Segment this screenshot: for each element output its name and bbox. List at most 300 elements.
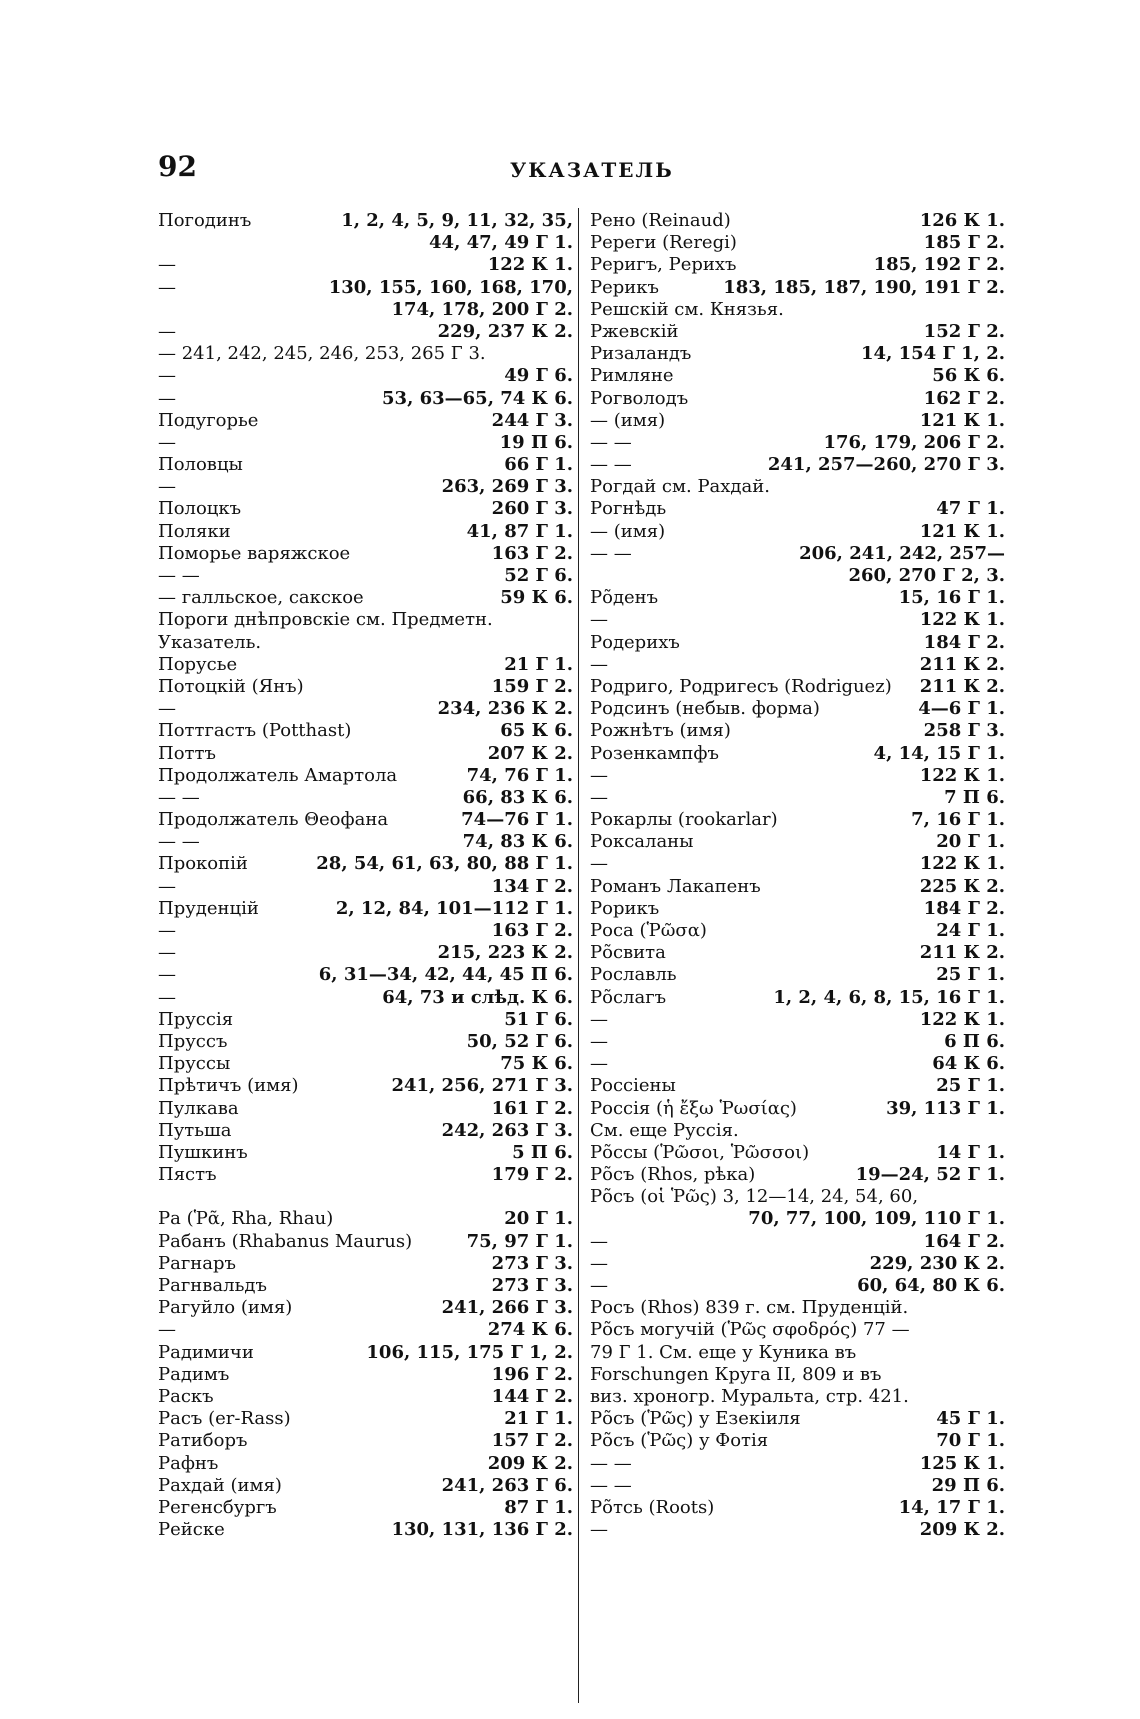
entry-reference: 74, 76 Г 1.	[466, 764, 573, 786]
entry-reference: 263, 269 Г 3.	[441, 476, 573, 498]
index-entry	[590, 809, 1005, 831]
entry-reference: 20 Г 1.	[504, 1208, 573, 1230]
entry-reference: 241, 257—260, 270 Г 3.	[767, 454, 1005, 476]
entry-reference: 241, 266 Г 3.	[441, 1297, 573, 1319]
entry-reference: 273 Г 3.	[491, 1275, 573, 1296]
entry-term: Родерихъ	[590, 631, 680, 653]
entry-reference: 134 Г 2.	[491, 875, 573, 897]
entry-term: —	[158, 365, 176, 387]
entry-reference: 211 К 2.	[919, 675, 1005, 697]
index-entry	[590, 1009, 1005, 1031]
entry-reference: 209 К 2.	[487, 1452, 573, 1474]
index-entry	[590, 1519, 1005, 1541]
entry-term: Рафнъ	[158, 1452, 219, 1474]
entry-reference: 234, 236 К 2.	[437, 698, 573, 720]
index-entry	[590, 1164, 1005, 1186]
index-entry	[158, 321, 573, 343]
index-entry	[158, 254, 573, 276]
entry-term: — —	[590, 431, 632, 453]
index-entry	[158, 565, 573, 587]
index-entry	[590, 321, 1005, 343]
entry-term: Порусье	[158, 653, 238, 675]
index-entry	[158, 1075, 573, 1097]
index-entry	[590, 432, 1005, 454]
entry-reference: 122 К 1.	[487, 254, 573, 276]
entry-reference: 7 П 6.	[944, 786, 1005, 808]
entry-term: —	[158, 276, 176, 298]
index-entry	[158, 343, 573, 365]
entry-term: — —	[590, 454, 632, 476]
entry-term: — —	[590, 1452, 632, 1474]
entry-term: Радимъ	[158, 1363, 230, 1385]
index-entry	[158, 853, 573, 875]
entry-reference: 241, 256, 271 Г 3.	[391, 1075, 573, 1097]
entry-reference: 125 К 1.	[919, 1452, 1005, 1474]
entry-term: Рагуйло (имя)	[158, 1297, 293, 1319]
entry-term: Романъ Лакапенъ	[590, 875, 761, 897]
entry-reference: 122 К 1.	[919, 609, 1005, 631]
entry-reference: 75, 97 Г 1.	[466, 1230, 573, 1252]
entry-term: Ризаландъ	[590, 343, 692, 365]
index-entry	[158, 809, 573, 831]
entry-term: Пруденцій	[158, 897, 259, 919]
index-entry	[590, 277, 1005, 299]
entry-term: Расъ (er-Rass)	[158, 1408, 291, 1430]
index-entry	[590, 1475, 1005, 1497]
entry-term: Рõсъ могучій (Ῥῶς σφοδρός) 77 —	[590, 1319, 910, 1341]
index-entry	[158, 1186, 573, 1208]
entry-term: —	[158, 254, 176, 276]
entry-reference: 49 Г 6.	[504, 365, 573, 387]
entry-term: Пушкинъ	[158, 1141, 248, 1163]
entry-reference: 70, 77, 100, 109, 110 Г 1.	[748, 1208, 1005, 1230]
entry-term: Рахдай (имя)	[158, 1474, 282, 1496]
entry-term: Ра (Ῥᾶ, Rha, Rhau)	[158, 1208, 334, 1230]
entry-reference: 1, 2, 4, 5, 9, 11, 32, 35,	[341, 210, 573, 231]
entry-term: Продолжатель Θеофана	[158, 809, 389, 831]
entry-reference: 24 Г 1.	[936, 920, 1005, 941]
entry-term: —	[590, 1008, 608, 1030]
entry-reference: 60, 64, 80 К 6.	[857, 1275, 1005, 1296]
entry-term: 79 Г 1. См. еще у Куника въ	[590, 1341, 857, 1363]
entry-reference: 6, 31—34, 42, 44, 45 П 6.	[318, 964, 573, 986]
entry-term: — —	[158, 565, 200, 586]
index-entry	[158, 587, 573, 609]
entry-reference: 162 Г 2.	[923, 387, 1005, 409]
entry-term: Рейске	[158, 1519, 225, 1541]
page-title: УКАЗАТЕЛЬ	[510, 158, 674, 182]
entry-reference: 41, 87 Г 1.	[466, 520, 573, 542]
index-entry	[590, 1142, 1005, 1164]
index-entry	[158, 1475, 573, 1497]
entry-reference: 4, 14, 15 Г 1.	[873, 742, 1005, 764]
index-entry	[158, 787, 573, 809]
entry-term: Потоцкій (Янъ)	[158, 675, 304, 697]
entry-reference: 157 Г 2.	[491, 1430, 573, 1452]
index-entry	[590, 876, 1005, 898]
index-entry	[590, 942, 1005, 964]
index-entry	[158, 410, 573, 432]
entry-reference: 21 Г 1.	[504, 653, 573, 675]
entry-reference: 122 К 1.	[919, 1008, 1005, 1030]
index-entry	[158, 676, 573, 698]
index-entry	[590, 765, 1005, 787]
entry-reference: 207 К 2.	[487, 742, 573, 764]
index-entry	[590, 964, 1005, 986]
index-entry	[590, 543, 1005, 565]
index-entry	[590, 987, 1005, 1009]
index-entry	[158, 1453, 573, 1475]
entry-term: Рорикъ	[590, 897, 660, 919]
entry-reference: 5 П 6.	[512, 1141, 573, 1163]
index-entry	[590, 587, 1005, 609]
entry-term: Пруссъ	[158, 1030, 228, 1052]
entry-term: — —	[158, 786, 200, 808]
entry-reference: 19 П 6.	[499, 431, 573, 453]
index-entry	[158, 698, 573, 720]
entry-term: Россія (ἡ ἔξω Ῥωσίας)	[590, 1097, 797, 1119]
entry-term: Розенкампфъ	[590, 742, 719, 764]
index-entry	[158, 1098, 573, 1120]
index-entry	[158, 1142, 573, 1164]
index-entry	[590, 831, 1005, 853]
entry-reference: 4—6 Г 1.	[918, 698, 1005, 720]
entry-term: Рõссы (Ῥῶσοι, Ῥῶσσοι)	[590, 1141, 810, 1163]
entry-term: Ржевскій	[590, 320, 679, 342]
index-entry	[590, 898, 1005, 920]
index-entry	[590, 1497, 1005, 1519]
index-entry	[590, 498, 1005, 520]
index-entry	[158, 964, 573, 986]
index-entry	[158, 277, 573, 299]
entry-reference: 21 Г 1.	[504, 1408, 573, 1430]
entry-term: Указатель.	[158, 631, 262, 653]
entry-reference: 6 П 6.	[944, 1030, 1005, 1052]
index-entry	[590, 787, 1005, 809]
entry-term: Решскій см. Князья.	[590, 298, 784, 320]
entry-term: Римляне	[590, 365, 674, 387]
index-entry	[158, 942, 573, 964]
index-entry	[590, 1053, 1005, 1075]
entry-term: Роса (Ῥῶσα)	[590, 920, 707, 941]
entry-term: Продолжатель Амартола	[158, 764, 398, 786]
entry-term: —	[590, 1519, 608, 1541]
index-entry	[590, 388, 1005, 410]
index-entry	[590, 676, 1005, 698]
entry-term: Ререги (Reregi)	[590, 232, 737, 254]
entry-reference: 130, 155, 160, 168, 170,	[328, 276, 573, 298]
entry-term: —	[590, 1275, 608, 1296]
entry-reference: 25 Г 1.	[936, 964, 1005, 986]
index-entry	[590, 1386, 1005, 1408]
index-entry	[158, 1231, 573, 1253]
index-entry	[590, 1120, 1005, 1142]
entry-term: Пруссы	[158, 1053, 231, 1075]
entry-reference: 184 Г 2.	[923, 897, 1005, 919]
index-column-left	[158, 210, 573, 1541]
entry-reference: 122 К 1.	[919, 853, 1005, 875]
entry-term: Половцы	[158, 454, 243, 476]
entry-reference: 225 К 2.	[919, 875, 1005, 897]
entry-reference: 152 Г 2.	[923, 320, 1005, 342]
index-entry	[590, 254, 1005, 276]
entry-reference: 163 Г 2.	[491, 542, 573, 564]
entry-term: —	[158, 964, 176, 986]
entry-reference: 44, 47, 49 Г 1.	[429, 232, 573, 254]
entry-reference: 126 К 1.	[919, 210, 1005, 231]
entry-reference: 196 Г 2.	[491, 1363, 573, 1385]
index-entry	[590, 609, 1005, 631]
entry-term: Поттгастъ (Potthast)	[158, 720, 352, 742]
entry-reference: 121 К 1.	[919, 409, 1005, 431]
index-entry	[158, 1319, 573, 1341]
index-entry	[590, 1319, 1005, 1341]
entry-reference: 1, 2, 4, 6, 8, 15, 16 Г 1.	[773, 986, 1005, 1008]
index-entry	[158, 920, 573, 942]
index-entry	[158, 388, 573, 410]
index-entry	[590, 720, 1005, 742]
entry-term: Рогдай см. Рахдай.	[590, 476, 770, 498]
entry-reference: 183, 185, 187, 190, 191 Г 2.	[723, 276, 1005, 298]
index-entry	[158, 543, 573, 565]
entry-reference: 7, 16 Г 1.	[911, 809, 1005, 831]
entry-reference: 70 Г 1.	[936, 1430, 1005, 1452]
entry-term: —	[590, 609, 608, 631]
entry-reference: 87 Г 1.	[504, 1496, 573, 1518]
index-entry	[590, 1075, 1005, 1097]
index-entry	[590, 1342, 1005, 1364]
entry-reference: 74, 83 К 6.	[462, 831, 573, 853]
index-entry	[158, 898, 573, 920]
entry-term: —	[590, 653, 608, 675]
index-entry	[158, 831, 573, 853]
index-entry	[590, 1231, 1005, 1253]
index-entry	[158, 1208, 573, 1230]
index-entry	[590, 476, 1005, 498]
entry-term: Погодинъ	[158, 210, 252, 231]
entry-term: Поморье варяжское	[158, 542, 351, 564]
index-entry	[158, 1342, 573, 1364]
entry-reference: 47 Г 1.	[936, 498, 1005, 520]
entry-term: Forschungen Круга II, 809 и въ	[590, 1363, 882, 1385]
entry-reference: 260, 270 Г 2, 3.	[848, 565, 1005, 586]
entry-reference: 53, 63—65, 74 К 6.	[382, 387, 573, 409]
entry-reference: 122 К 1.	[919, 764, 1005, 786]
entry-reference: 28, 54, 61, 63, 80, 88 Г 1.	[316, 853, 573, 875]
entry-term: Родсинъ (небыв. форма)	[590, 698, 820, 720]
entry-reference: 121 К 1.	[919, 520, 1005, 542]
index-entry	[590, 1031, 1005, 1053]
entry-term: — —	[590, 1474, 632, 1496]
entry-reference: 15, 16 Г 1.	[898, 587, 1005, 609]
index-entry	[158, 1009, 573, 1031]
index-column-right	[590, 210, 1005, 1541]
entry-reference: 258 Г 3.	[923, 720, 1005, 742]
entry-reference: 74—76 Г 1.	[461, 809, 573, 831]
entry-term: — (имя)	[590, 409, 666, 431]
entry-reference: 211 К 2.	[919, 942, 1005, 964]
entry-term: Пястъ	[158, 1164, 217, 1186]
index-entry	[158, 1275, 573, 1297]
entry-reference: 185, 192 Г 2.	[873, 254, 1005, 276]
entry-term: Раскъ	[158, 1385, 214, 1407]
index-entry	[590, 1297, 1005, 1319]
entry-reference: 229, 237 К 2.	[437, 320, 573, 342]
index-entry	[158, 743, 573, 765]
entry-reference: 14 Г 1.	[936, 1141, 1005, 1163]
index-entry	[590, 1453, 1005, 1475]
index-entry	[590, 521, 1005, 543]
index-entry	[158, 432, 573, 454]
entry-reference: 52 Г 6.	[504, 565, 573, 586]
entry-reference: 209 К 2.	[919, 1519, 1005, 1541]
index-entry	[158, 210, 573, 232]
entry-term: Рогнѣдь	[590, 498, 667, 520]
entry-reference: 39, 113 Г 1.	[886, 1097, 1005, 1119]
index-entry	[590, 343, 1005, 365]
index-entry	[158, 1386, 573, 1408]
entry-term: — галльское, сакское	[158, 587, 364, 609]
entry-reference: 174, 178, 200 Г 2.	[391, 298, 573, 320]
index-entry	[158, 1253, 573, 1275]
index-entry	[158, 1031, 573, 1053]
index-entry	[590, 743, 1005, 765]
index-entry	[590, 232, 1005, 254]
entry-term: —	[158, 1319, 176, 1341]
entry-term: —	[158, 942, 176, 964]
entry-term: —	[158, 387, 176, 409]
entry-term: См. еще Руссія.	[590, 1119, 739, 1141]
index-entry	[158, 987, 573, 1009]
entry-term: — —	[590, 542, 632, 564]
entry-term: —	[590, 1252, 608, 1274]
entry-reference: 25 Г 1.	[936, 1075, 1005, 1097]
entry-term: Рокарлы (rookarlar)	[590, 809, 778, 831]
entry-reference: 273 Г 3.	[491, 1252, 573, 1274]
entry-reference: 64, 73 и слѣд. К 6.	[382, 986, 573, 1008]
entry-term: —	[590, 1053, 608, 1075]
entry-term: —	[158, 986, 176, 1008]
index-entry	[158, 720, 573, 742]
entry-term: Регенсбургъ	[158, 1496, 277, 1518]
entry-term: виз. хроногр. Муральта, стр. 421.	[590, 1385, 909, 1407]
entry-term: —	[158, 431, 176, 453]
index-entry	[590, 454, 1005, 476]
index-entry	[158, 232, 573, 254]
index-entry	[158, 521, 573, 543]
entry-reference: 185 Г 2.	[923, 232, 1005, 254]
index-entry	[590, 654, 1005, 676]
entry-term: Рогволодъ	[590, 387, 689, 409]
entry-term: Роксаланы	[590, 831, 694, 853]
index-entry	[590, 1098, 1005, 1120]
entry-reference: 161 Г 2.	[491, 1097, 573, 1119]
entry-reference: 75 К 6.	[500, 1053, 573, 1075]
index-entry	[590, 632, 1005, 654]
entry-term: —	[590, 764, 608, 786]
index-entry	[158, 632, 573, 654]
entry-reference: 130, 131, 136 Г 2.	[391, 1519, 573, 1541]
entry-term: Путьша	[158, 1119, 232, 1141]
index-entry	[590, 698, 1005, 720]
index-entry	[158, 876, 573, 898]
entry-term: Рõсъ (Ῥῶς) у Фотія	[590, 1430, 769, 1452]
entry-reference: 163 Г 2.	[491, 920, 573, 941]
entry-term: — 241, 242, 245, 246, 253, 265 Г 3.	[158, 343, 486, 365]
entry-reference: 260 Г 3.	[491, 498, 573, 520]
entry-reference: 206, 241, 242, 257—	[799, 542, 1005, 564]
entry-term: Полоцкъ	[158, 498, 242, 520]
entry-reference: 19—24, 52 Г 1.	[855, 1164, 1005, 1186]
page-number: 92	[158, 150, 197, 183]
index-entry	[590, 565, 1005, 587]
entry-term: Ратиборъ	[158, 1430, 248, 1452]
entry-term: Рõденъ	[590, 587, 659, 609]
entry-term: —	[590, 1230, 608, 1252]
entry-reference: 242, 263 Г 3.	[441, 1119, 573, 1141]
entry-term: Рõсъ (Rhos, рѣка)	[590, 1164, 756, 1186]
entry-reference: 66, 83 К 6.	[462, 786, 573, 808]
entry-term: Поттъ	[158, 742, 216, 764]
entry-term: Рõсъ (οἱ Ῥῶς) 3, 12—14, 24, 54, 60,	[590, 1186, 919, 1208]
index-entry	[158, 765, 573, 787]
entry-term: Рагнаръ	[158, 1252, 236, 1274]
entry-term: —	[158, 875, 176, 897]
entry-term: Реригъ, Рерихъ	[590, 254, 737, 276]
column-divider	[578, 208, 579, 1703]
entry-reference: 229, 230 К 2.	[869, 1252, 1005, 1274]
entry-reference: 274 К 6.	[487, 1319, 573, 1341]
entry-reference: 51 Г 6.	[504, 1008, 573, 1030]
entry-term: Радимичи	[158, 1341, 254, 1363]
index-entry	[158, 1430, 573, 1452]
index-entry	[158, 299, 573, 321]
entry-reference: 66 Г 1.	[504, 454, 573, 476]
index-entry	[158, 1497, 573, 1519]
index-entry	[158, 1164, 573, 1186]
entry-term: Росъ (Rhos) 839 г. см. Пруденцій.	[590, 1297, 909, 1319]
index-entry	[590, 1208, 1005, 1230]
index-entry	[158, 1053, 573, 1075]
entry-reference: 64 К 6.	[932, 1053, 1005, 1075]
entry-reference: 45 Г 1.	[936, 1408, 1005, 1430]
index-entry	[158, 654, 573, 676]
index-entry	[158, 454, 573, 476]
entry-reference: 176, 179, 206 Г 2.	[823, 431, 1005, 453]
entry-term: Рõтсь (Roots)	[590, 1496, 715, 1518]
entry-term: —	[158, 320, 176, 342]
entry-term: —	[590, 1030, 608, 1052]
entry-term: Прѣтичъ (имя)	[158, 1075, 299, 1097]
entry-term: Рабанъ (Rhabanus Maurus)	[158, 1230, 413, 1252]
index-entry	[158, 1297, 573, 1319]
entry-term: Пруссія	[158, 1008, 234, 1030]
index-entry	[158, 365, 573, 387]
index-entry	[590, 1253, 1005, 1275]
entry-term: — (имя)	[590, 520, 666, 542]
index-entry	[590, 210, 1005, 232]
entry-term: Поляки	[158, 520, 231, 542]
entry-term: Пороги днѣпровскіе см. Предметн.	[158, 609, 493, 631]
entry-reference: 211 К 2.	[919, 653, 1005, 675]
entry-reference: 184 Г 2.	[923, 631, 1005, 653]
entry-term: Рерикъ	[590, 276, 659, 298]
entry-reference: 241, 263 Г 6.	[441, 1474, 573, 1496]
entry-term: Рожнѣтъ (имя)	[590, 720, 731, 742]
entry-reference: 14, 154 Г 1, 2.	[861, 343, 1005, 365]
index-entry	[158, 476, 573, 498]
entry-term: Рõслагъ	[590, 986, 667, 1008]
